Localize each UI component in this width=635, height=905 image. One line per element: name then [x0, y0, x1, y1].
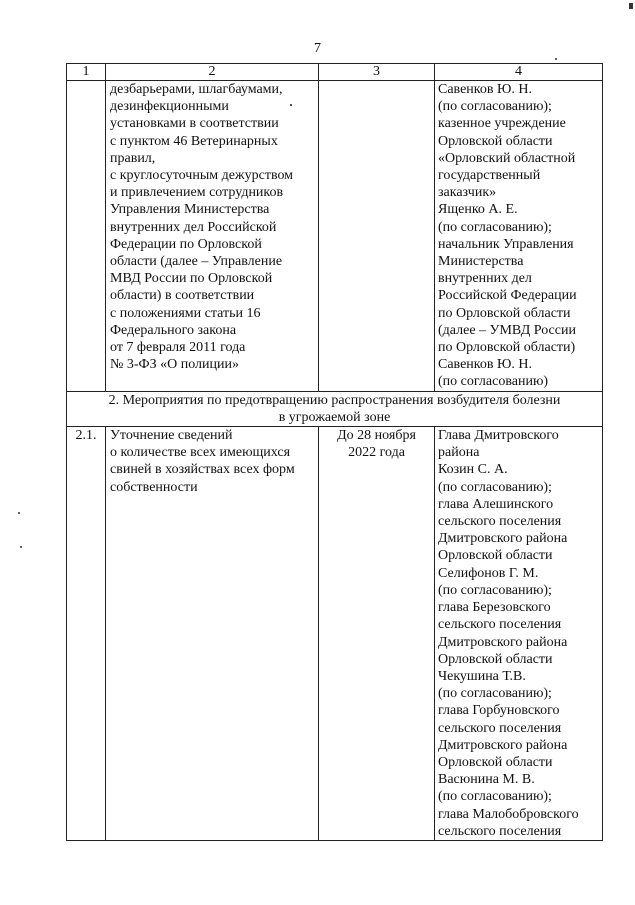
- deadline-cell: До 28 ноября 2022 года: [319, 427, 435, 841]
- section-heading-row: [67, 391, 603, 426]
- header-col-2: 2: [106, 64, 319, 81]
- table-row-continued: [67, 81, 603, 392]
- responsible-cell: Савенков Ю. Н. (по согласованию); казенное учреждение Орловской области «Орловский областной государственный заказчик» Ященко А. Е. (по согласованию); начальник Управления Министерства внутренних дел Российской Федерации по Орловской области (далее – УМВД России по Орловской области) Савенков Ю. Н. (по согласованию): [435, 81, 603, 392]
- scan-speck: [629, 3, 633, 9]
- scan-speck: [555, 58, 557, 60]
- measures-table: [66, 63, 603, 841]
- responsible-cell: Глава Дмитровского района Козин С. А. (по согласованию); глава Алешинского сельского поселения Дмитровского района Орловской области Селифонов Г. М. (по согласованию); глава Березовского сельского поселения Дмитровского района Орловской области Чекушина Т.В. (по согласованию); глава Горбуновского сельского поселения Дмитровского района Орловской области Васюнина М. В. (по согласованию); глава Малобобровского сельского поселения: [435, 427, 603, 841]
- measure-description-cell: дезбарьерами, шлагбаумами, дезинфекционными установками в соответствии с пунктом 46 Ветеринарных правил, с круглосуточным дежурством и привлечением сотрудников Управления Министерства внутренних дел Российской Федерации по Орловской области (далее – Управление МВД России по Орловской области) в соответствии с положениями статьи 16 Федерального закона от 7 февраля 2011 года № 3-ФЗ «О полиции»: [106, 81, 319, 392]
- table-row-2-1: [67, 427, 603, 841]
- table-header-row: [67, 64, 603, 81]
- row-number-cell: [67, 81, 106, 392]
- measure-description-cell: Уточнение сведений о количестве всех имеющихся свиней в хозяйствах всех форм собственности: [106, 427, 319, 841]
- page-number: 7: [314, 41, 321, 56]
- scan-speck: [18, 512, 20, 514]
- header-col-4: 4: [435, 64, 603, 81]
- header-col-3: 3: [319, 64, 435, 81]
- deadline-cell: [319, 81, 435, 392]
- row-number-cell: 2.1.: [67, 427, 106, 841]
- section-heading: 2. Мероприятия по предотвращению распространения возбудителя болезни в угрожаемой зоне: [67, 391, 603, 426]
- scan-speck: [20, 546, 22, 548]
- scan-speck: [290, 104, 292, 106]
- header-col-1: 1: [67, 64, 106, 81]
